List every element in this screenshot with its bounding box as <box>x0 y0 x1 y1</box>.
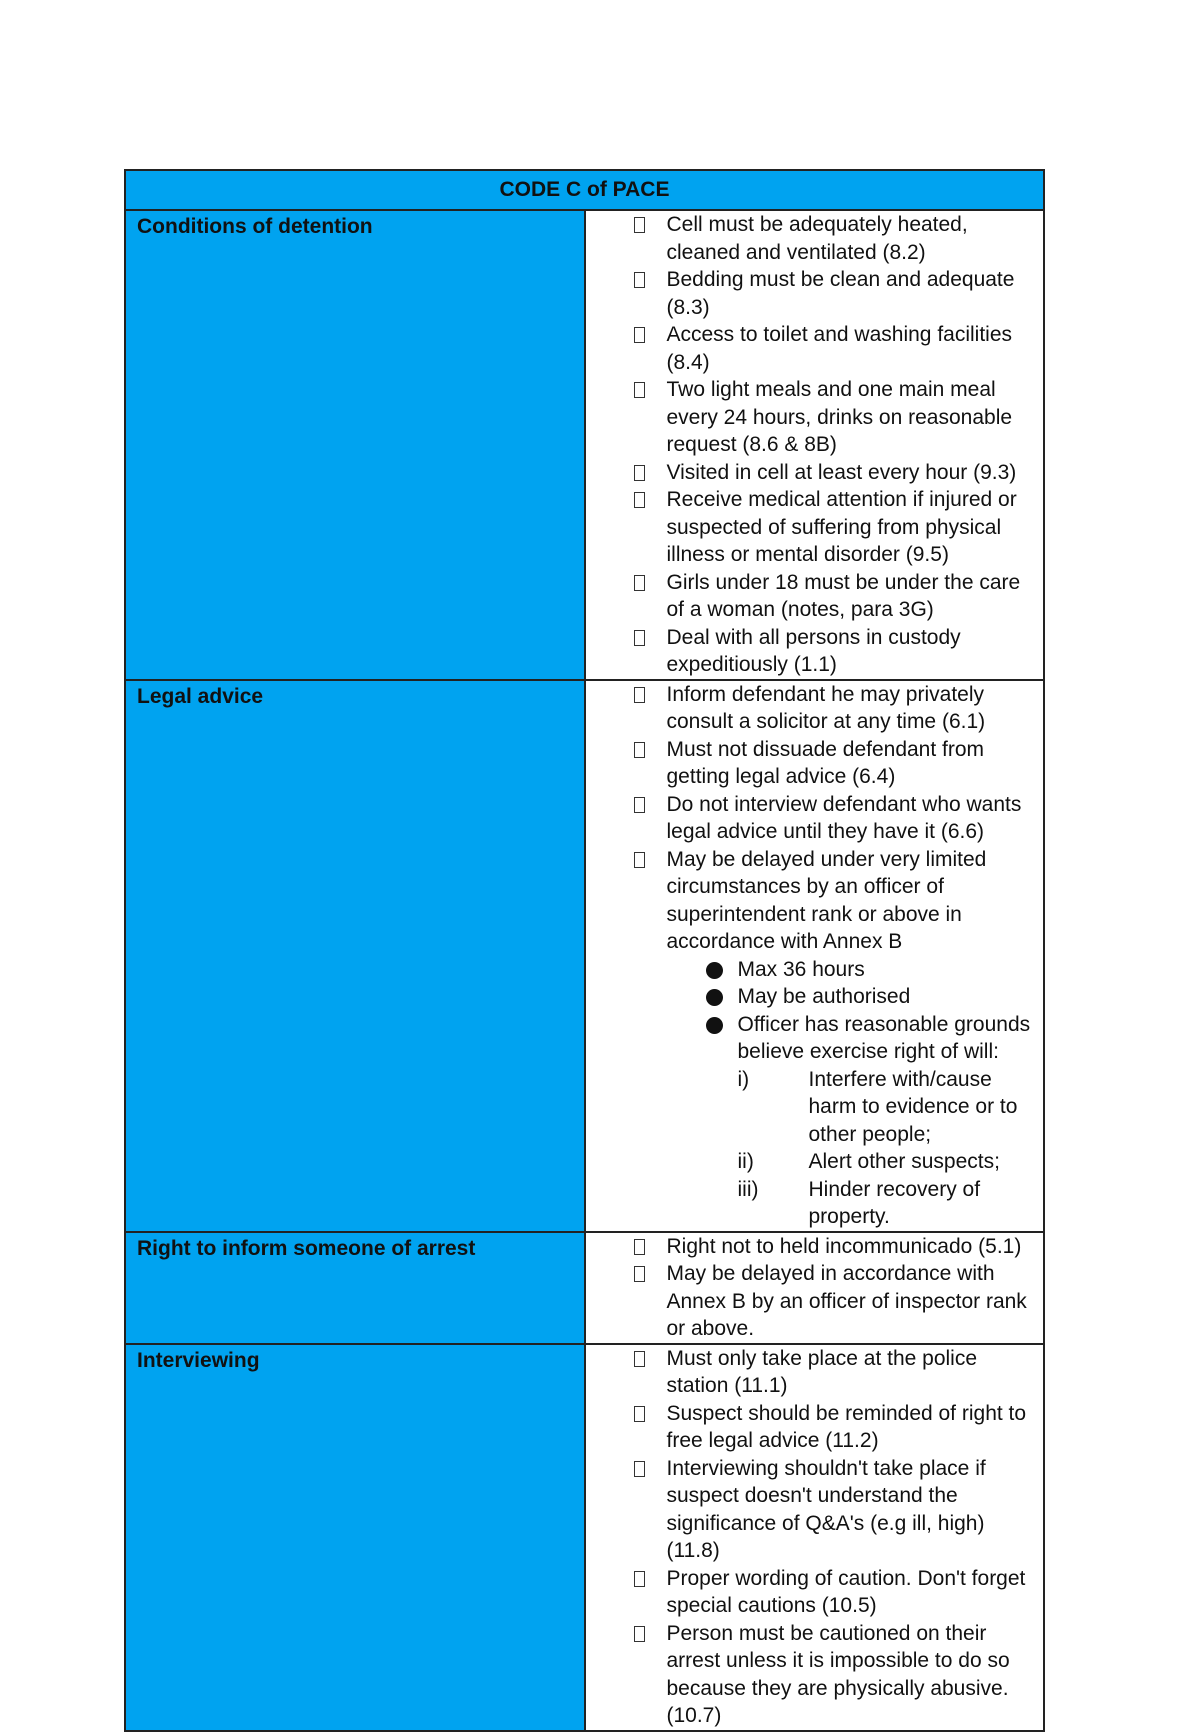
roman-list-item-text: Alert other suspects; <box>808 1150 1000 1173</box>
filled-circle-bullet-icon <box>706 962 723 979</box>
missing-glyph-box-icon <box>634 797 645 813</box>
list-item-text: Access to toilet and washing facilities (8.4) <box>666 323 1013 374</box>
table-row-conditions-of-detention <box>125 210 1044 680</box>
missing-glyph-box-icon <box>634 492 645 508</box>
row-content <box>585 680 1045 1232</box>
missing-glyph-box-icon <box>634 1239 645 1255</box>
filled-circle-bullet-icon <box>706 989 723 1006</box>
list-item-text: Proper wording of caution. Don't forget special cautions (10.5) <box>666 1566 1026 1617</box>
row-label: Conditions of detention <box>125 210 585 680</box>
list-item-text: Bedding must be clean and adequate (8.3) <box>666 268 1015 319</box>
row-content <box>585 1344 1045 1731</box>
roman-numeral-marker: ii) <box>737 1150 754 1173</box>
roman-list-item-text: Interfere with/cause harm to evidence or to other people; <box>808 1067 1018 1146</box>
roman-numeral-marker: iii) <box>737 1177 759 1201</box>
list-item <box>586 266 1034 321</box>
missing-glyph-box-icon <box>634 1351 645 1367</box>
list-item-text: Suspect should be reminded of right to free legal advice (11.2) <box>666 1401 1027 1452</box>
table-row-interviewing <box>125 1344 1044 1731</box>
missing-glyph-box-icon <box>634 1571 645 1587</box>
missing-glyph-box-icon <box>634 1461 645 1477</box>
missing-glyph-box-icon <box>634 742 645 758</box>
list-item <box>586 1260 1034 1343</box>
table-title: CODE C of PACE <box>125 170 1044 210</box>
list-item-text: Inform defendant he may privately consult a solicitor at any time (6.1) <box>666 682 986 733</box>
list-item-text: Do not interview defendant who wants legal advice until they have it (6.6) <box>666 792 1022 843</box>
list-item-text: Interviewing shouldn't take place if suspect doesn't understand the significance of Q&A's (e.g ill, high) (11.8) <box>666 1456 986 1562</box>
list-item <box>586 624 1034 679</box>
item-list <box>586 1345 1034 1730</box>
row-content <box>585 1232 1045 1344</box>
missing-glyph-box-icon <box>634 687 645 703</box>
table-title-row <box>125 170 1044 210</box>
sub-list-item-text: Max 36 hours <box>737 957 865 981</box>
list-item-text: Girls under 18 must be under the care of a woman (notes, para 3G) <box>666 570 1021 621</box>
missing-glyph-box-icon <box>634 382 645 398</box>
list-item-text: Deal with all persons in custody expeditiously (1.1) <box>666 625 961 676</box>
list-item-text: Right not to held incommunicado (5.1) <box>666 1234 1022 1258</box>
list-item <box>586 486 1034 569</box>
table-row-legal-advice <box>125 680 1044 1232</box>
list-item-text: Receive medical attention if injured or suspected of suffering from physical illness or mental disorder (9.5) <box>666 488 1017 566</box>
missing-glyph-box-icon <box>634 1266 645 1282</box>
item-list <box>586 211 1034 679</box>
list-item-text: Visited in cell at least every hour (9.3) <box>666 460 1017 484</box>
list-item <box>586 846 1034 1231</box>
sub-item-list <box>667 956 1034 1231</box>
list-item <box>586 681 1034 736</box>
roman-list-item <box>738 1176 1034 1231</box>
list-item <box>586 736 1034 791</box>
list-item-text: Person must be cautioned on their arrest unless it is impossible to do so because they are physically abusive. (10.7) <box>666 1621 1010 1727</box>
row-label: Legal advice <box>125 680 585 1232</box>
list-item <box>586 1455 1034 1565</box>
sub-list-item <box>667 956 1034 984</box>
list-item <box>586 376 1034 459</box>
item-list <box>586 1233 1034 1343</box>
list-item-text: May be delayed in accordance with Annex B by an officer of inspector rank or above. <box>666 1262 1027 1340</box>
list-item <box>586 791 1034 846</box>
missing-glyph-box-icon <box>634 272 645 288</box>
list-item <box>586 1565 1034 1620</box>
row-label: Right to inform someone of arrest <box>125 1232 585 1344</box>
list-item-text: May be delayed under very limited circumstances by an officer of superintendent rank or above in accordance with Annex B <box>666 847 987 953</box>
roman-list-item-text: Hinder recovery of property. <box>808 1177 981 1228</box>
list-item-text: Two light meals and one main meal every 24 hours, drinks on reasonable request (8.6 & 8B) <box>666 378 1013 456</box>
row-label: Interviewing <box>125 1344 585 1731</box>
list-item-text: Must not dissuade defendant from getting legal advice (6.4) <box>666 737 985 788</box>
sub-list-item-text: May be authorised <box>737 985 911 1008</box>
item-list <box>586 681 1034 1231</box>
sub-list-item <box>667 1011 1034 1231</box>
roman-list-item <box>738 1148 1034 1176</box>
list-item <box>586 459 1034 487</box>
missing-glyph-box-icon <box>634 852 645 868</box>
filled-circle-bullet-icon <box>706 1017 723 1034</box>
pace-code-c-table <box>124 169 1045 1732</box>
list-item <box>586 1233 1034 1261</box>
list-item <box>586 569 1034 624</box>
roman-numeral-list <box>738 1066 1034 1231</box>
missing-glyph-box-icon <box>634 217 645 233</box>
missing-glyph-box-icon <box>634 575 645 591</box>
missing-glyph-box-icon <box>634 327 645 343</box>
list-item <box>586 321 1034 376</box>
missing-glyph-box-icon <box>634 1626 645 1642</box>
list-item <box>586 1345 1034 1400</box>
list-item-text: Cell must be adequately heated, cleaned and ventilated (8.2) <box>666 213 968 264</box>
list-item-text: Must only take place at the police station (11.1) <box>666 1346 978 1397</box>
sub-list-item-text: Officer has reasonable grounds believe exercise right of will: <box>737 1012 1031 1063</box>
list-item <box>586 211 1034 266</box>
missing-glyph-box-icon <box>634 630 645 646</box>
list-item <box>586 1620 1034 1730</box>
roman-numeral-marker: i) <box>737 1067 750 1091</box>
missing-glyph-box-icon <box>634 1406 645 1422</box>
list-item <box>586 1400 1034 1455</box>
roman-list-item <box>738 1066 1034 1149</box>
row-content <box>585 210 1045 680</box>
sub-list-item <box>667 983 1034 1011</box>
table-row-right-to-inform <box>125 1232 1044 1344</box>
missing-glyph-box-icon <box>634 465 645 481</box>
